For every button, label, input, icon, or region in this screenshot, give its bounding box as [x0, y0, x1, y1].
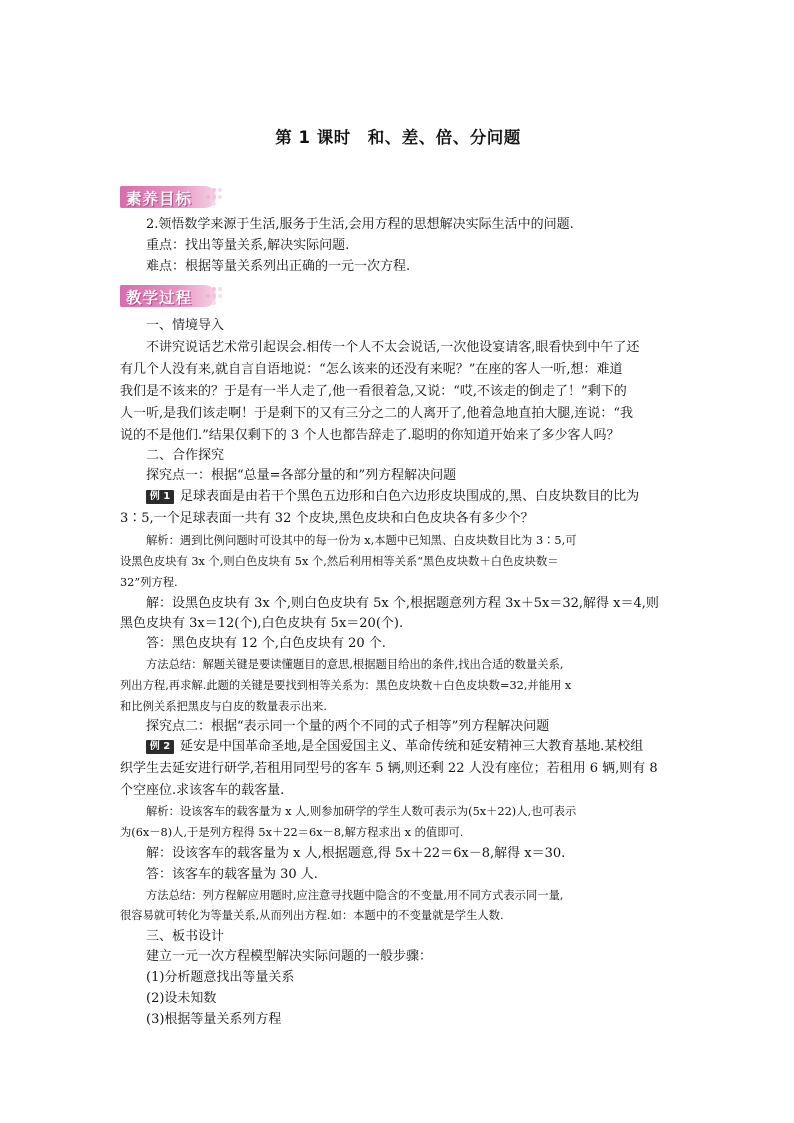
text-line: 探究点二：根据“表示同一个量的两个不同的式子相等”列方程解决问题	[146, 719, 550, 734]
text-line: (2)设未知数	[146, 991, 217, 1006]
example-1-line	[146, 487, 639, 507]
text-line: 答：该客车的载客量为 30 人.	[146, 867, 318, 882]
heading-intro: 一、情境导入	[146, 318, 225, 333]
text-line: 黑色皮块有 3x＝12(个),白色皮块有 5x＝20(个).	[120, 616, 404, 631]
text-line: 方法总结：解题关键是要读懂题目的意思,根据题目给出的条件,找出合适的数量关系,	[146, 658, 564, 671]
text-line: 足球表面是由若干个黑色五边形和白色六边形皮块围成的,黑、白皮块数目的比为	[180, 489, 640, 504]
section-title-goals: 素养目标	[126, 190, 193, 208]
section-title-process: 教学过程	[126, 289, 193, 307]
section-banner-goals	[120, 184, 224, 210]
example-2-badge: 例 2	[146, 740, 174, 754]
text-line: 有几个人没有来,就自言自语地说：“怎么该来的还没有来呢？”在座的客人一听,想：难道	[120, 362, 623, 377]
text-line: 个空座位.求该客车的载客量.	[120, 783, 285, 798]
text-line: 32”列方程.	[120, 576, 178, 589]
text-line: 解析：设该客车的载客量为 x 人,则参加研学的学生人数可表示为(5x＋22)人,也可表示	[146, 805, 577, 818]
text-line: 很容易就可转化为等量关系,从而列出方程.如：本题中的不变量就是学生人数.	[120, 909, 504, 922]
text-line: 和比例关系把黑皮与白皮的数量表示出来.	[120, 700, 327, 713]
text-line: 解：设黑色皮块有 3x 个,则白色皮块有 5x 个,根据题意列方程 3x＋5x＝32,解得 x＝4,则	[146, 596, 659, 611]
text-line: 方法总结：列方程解应用题时,应注意寻找题中隐含的不变量,用不同方式表示同一量,	[146, 889, 564, 902]
example-1-badge: 例 1	[146, 490, 174, 504]
text-line: 解：设该客车的载客量为 x 人,根据题意,得 5x＋22＝6x－8,解得 x＝30.	[146, 846, 566, 861]
lesson-title: 第 1 课时 和、差、倍、分问题	[275, 128, 521, 147]
text-line: 答：黑色皮块有 12 个,白色皮块有 20 个.	[146, 636, 386, 651]
text-line: 设黑色皮块有 3x 个,则白色皮块有 5x 个,然后利用相等关系“黑色皮块数＋白色皮块数＝	[120, 555, 559, 568]
text-line: 2.领悟数学来源于生活,服务于生活,会用方程的思想解决实际生活中的问题.	[146, 217, 574, 232]
text-line: (1)分析题意找出等量关系	[146, 970, 295, 985]
text-line: 难点：根据等量关系列出正确的一元一次方程.	[146, 259, 411, 274]
text-line: 说的不是他们.”结果仅剩下的 3 个人也都告辞走了.聪明的你知道开始来了多少客人吗？	[120, 428, 620, 443]
text-line: 3∶5,一个足球表面一共有 32 个皮块,黑色皮块和白色皮块各有多少个？	[120, 511, 534, 526]
heading-board: 三、板书设计	[146, 929, 225, 944]
section-banner-process	[120, 283, 224, 309]
example-2-line	[146, 737, 643, 757]
text-line: 延安是中国革命圣地,是全国爱国主义、革命传统和延安精神三大教育基地.某校组	[180, 739, 644, 754]
heading-explore: 二、合作探究	[146, 448, 225, 463]
text-line: 为(6x－8)人,于是列方程得 5x＋22＝6x－8,解方程求出 x 的值即可.	[120, 826, 464, 839]
text-line: 人一听,是我们该走啊！于是剩下的又有三分之二的人离开了,他着急地直拍大腿,连说：“我	[120, 406, 634, 421]
text-line: (3)根据等量关系列方程	[146, 1012, 282, 1027]
text-line: 不讲究说话艺术常引起误会.相传一个人不太会说话,一次他设宴请客,眼看快到中午了还	[146, 340, 640, 355]
text-line: 重点：找出等量关系,解决实际问题.	[146, 238, 350, 253]
text-line: 探究点一：根据“总量=各部分量的和”列方程解决问题	[146, 468, 457, 483]
text-line: 织学生去延安进行研学,若租用同型号的客车 5 辆,则还剩 22 人没有座位；若租用 6 辆,则有 8	[120, 761, 658, 776]
text-line: 列出方程,再求解.此题的关键是要找到相等关系为：黑色皮块数＋白色皮块数=32,并能用 x	[120, 679, 572, 692]
banner-dots-icon	[202, 283, 226, 309]
text-line: 解析：遇到比例问题时可设其中的每一份为 x,本题中已知黑、白皮块数目比为 3∶5,可	[146, 534, 577, 547]
text-line: 我们是不该来的？于是有一半人走了,他一看很着急,又说：“哎,不该走的倒走了！”剩下的	[120, 384, 627, 399]
text-line: 建立一元一次方程模型解决实际问题的一般步骤：	[146, 949, 433, 964]
banner-dots-icon	[202, 184, 226, 210]
